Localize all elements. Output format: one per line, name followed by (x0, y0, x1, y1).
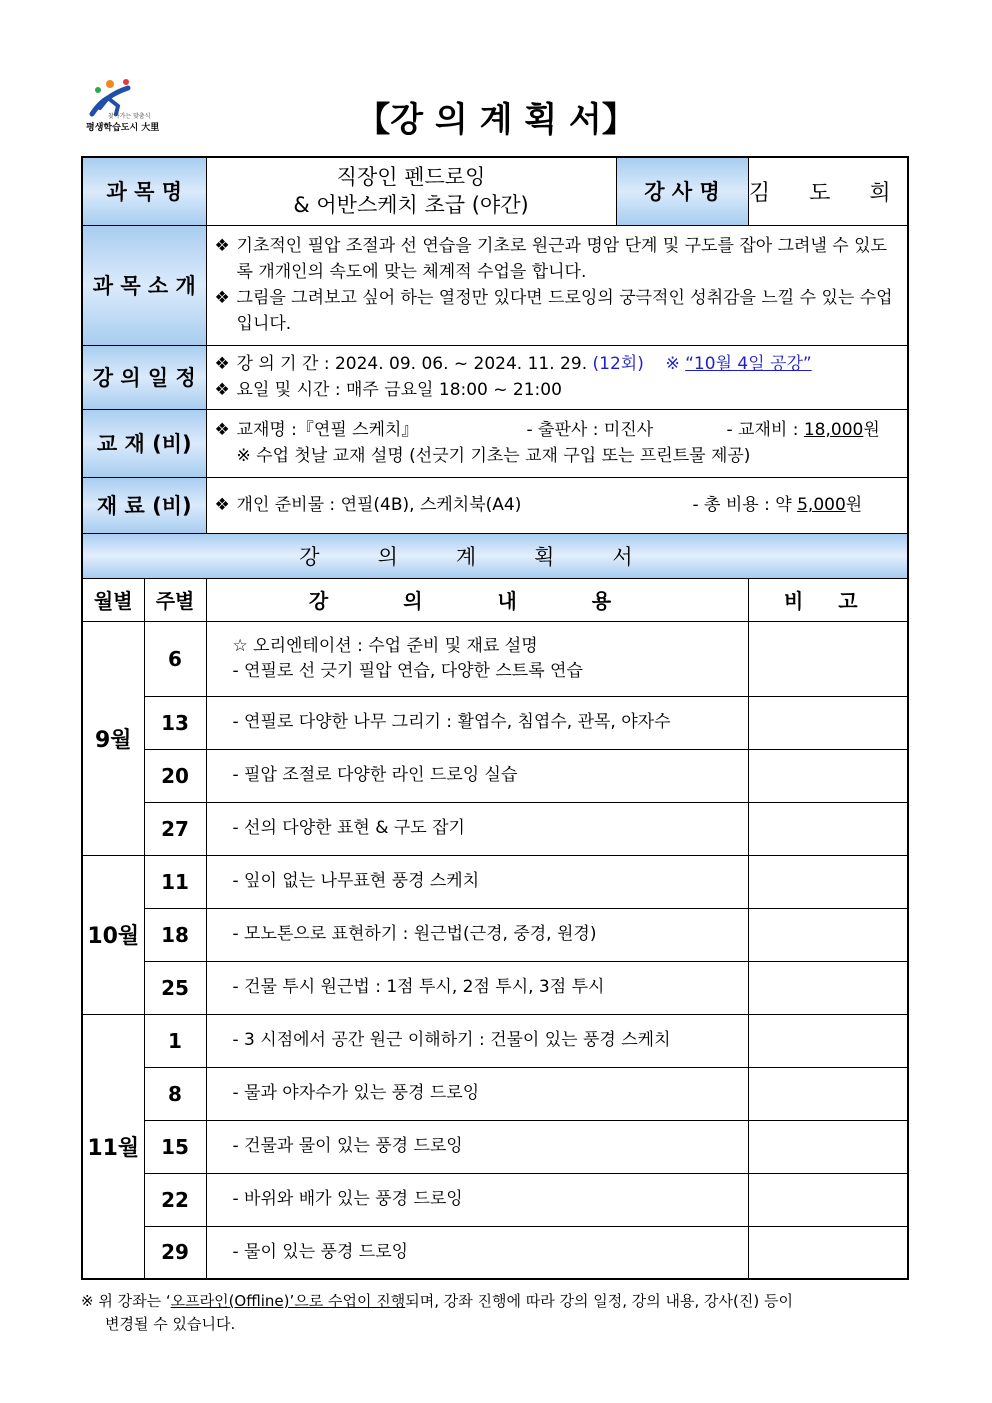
plan-rows (82, 621, 908, 1279)
footer-line2: 변경될 수 있습니다. (105, 1315, 236, 1333)
plan-row (82, 961, 908, 1014)
content-cell (206, 961, 748, 1014)
plan-row (82, 621, 908, 696)
period-note-mark: ※ (665, 354, 680, 374)
period-text: 강 의 기 간 : 2024. 09. 06. ~ 2024. 11. 29. (236, 354, 588, 374)
plan-row (82, 1120, 908, 1173)
material-items: 개인 준비물 : 연필(4B), 스케치북(A4) (236, 495, 522, 515)
course-name-line1: 직장인 펜드로잉 (336, 165, 486, 190)
content-line: - 모노톤으로 표현하기 : 원근법(근경, 중경, 원경) (232, 924, 597, 944)
plan-row (82, 1226, 908, 1279)
period-note: “10월 4일 공강” (685, 354, 812, 374)
textbook-content: ❖ 교재명 :『연필 스케치』 - 출판사 : 미진사 - 교재비 : 18,000 원 ※ 수업 첫날 교재 설명 (선긋기 기초는 교재 구입 또는 프린트물 제공) (206, 409, 908, 477)
note-cell (748, 1014, 908, 1067)
content-cell (206, 696, 748, 749)
content-cell (206, 1014, 748, 1067)
intro-label: 과 목 소 개 (82, 225, 206, 345)
note-cell (748, 749, 908, 802)
plan-row (82, 908, 908, 961)
content-cell (206, 621, 748, 696)
week-cell: 13 (144, 696, 206, 749)
instructor-name: 김 도 희 (748, 157, 908, 225)
time-line: 요일 및 시간 : 매주 금요일 18:00 ~ 21:00 (236, 380, 562, 400)
plan-row (82, 1014, 908, 1067)
note-cell (748, 696, 908, 749)
note-cell (748, 961, 908, 1014)
material-content: ❖ 개인 준비물 : 연필(4B), 스케치북(A4) - 총 비용 : 약 5,000 원 (206, 477, 908, 533)
week-cell: 27 (144, 802, 206, 855)
week-cell: 6 (144, 621, 206, 696)
note-cell (748, 1067, 908, 1120)
content-line: - 물과 야자수가 있는 풍경 드로잉 (232, 1083, 480, 1103)
content-cell (206, 855, 748, 908)
note-cell (748, 1120, 908, 1173)
week-cell: 15 (144, 1120, 206, 1173)
content-line: - 연필로 선 긋기 필압 연습, 다양한 스트록 연습 (232, 660, 583, 681)
plan-row (82, 1067, 908, 1120)
schedule-content: ❖ 강 의 기 간 : 2024. 09. 06. ~ 2024. 11. 29. (12회) ※ “10월 4일 공강” ❖ 요일 및 시간 : 매주 금요일 18:00 ~ 21:00 (206, 345, 908, 409)
content-cell (206, 802, 748, 855)
intro-item: ❖ 그림을 그려보고 싶어 하는 열정만 있다면 드로잉의 궁극적인 성취감을 느낄 수 있는 수업입니다. (214, 288, 893, 334)
col-week: 주별 (144, 578, 206, 621)
intro-item: ❖ 기초적인 필압 조절과 선 연습을 기초로 원근과 명암 단계 및 구도를 잡아 그려낼 수 있도록 개개인의 속도에 맞는 체계적 수업을 합니다. (214, 236, 887, 282)
note-cell (748, 621, 908, 696)
textbook-cost: 18,000 (803, 420, 864, 440)
col-month: 월별 (82, 578, 144, 621)
content-cell (206, 1173, 748, 1226)
week-cell: 22 (144, 1173, 206, 1226)
content-line: - 바위와 배가 있는 풍경 드로잉 (232, 1189, 463, 1209)
note-cell (748, 1226, 908, 1279)
content-line: - 잎이 없는 나무표현 풍경 스케치 (232, 871, 480, 891)
logo-tagline: 찾아가는 맞춤식 (108, 113, 151, 120)
content-cell (206, 1067, 748, 1120)
textbook-label: 교 재 (비) (82, 409, 206, 477)
content-line: - 건물 투시 원근법 : 1점 투시, 2점 투시, 3점 투시 (232, 977, 605, 997)
plan-row (82, 696, 908, 749)
col-note: 비 고 (748, 578, 908, 621)
content-cell (206, 1120, 748, 1173)
plan-row (82, 1173, 908, 1226)
content-cell (206, 1226, 748, 1279)
publisher: - 출판사 : 미진사 (526, 420, 654, 440)
plan-row (82, 749, 908, 802)
content-line: - 필압 조절로 다양한 라인 드로잉 실습 (232, 765, 518, 785)
week-cell: 25 (144, 961, 206, 1014)
content-line: - 물이 있는 풍경 드로잉 (232, 1241, 409, 1262)
note-cell (748, 1173, 908, 1226)
course-name-line2: & 어반스케치 초급 (야간) (293, 193, 529, 218)
plan-row (82, 802, 908, 855)
note-cell (748, 855, 908, 908)
week-cell: 18 (144, 908, 206, 961)
material-label: 재 료 (비) (82, 477, 206, 533)
course-name (206, 157, 616, 225)
month-cell: 9월 (82, 621, 144, 855)
plan-row (82, 855, 908, 908)
week-cell: 11 (144, 855, 206, 908)
intro-content (206, 225, 908, 345)
col-content: 강 의 내 용 (206, 578, 748, 621)
material-cost-label: - 총 비용 : 약 (692, 495, 792, 515)
week-cell: 29 (144, 1226, 206, 1279)
content-line: - 건물과 물이 있는 풍경 드로잉 (232, 1136, 463, 1156)
course-label: 과 목 명 (82, 157, 206, 225)
content-cell (206, 908, 748, 961)
week-cell: 8 (144, 1067, 206, 1120)
period-count: (12회) (592, 354, 644, 374)
content-line: ☆ 오리엔테이션 : 수업 준비 및 재료 설명 (232, 635, 538, 656)
textbook-note: ※ 수업 첫날 교재 설명 (선긋기 기초는 교재 구입 또는 프린트물 제공) (236, 446, 751, 466)
note-cell (748, 802, 908, 855)
instructor-label: 강 사 명 (616, 157, 748, 225)
month-cell: 10월 (82, 855, 144, 1014)
document-title: 【강 의 계 획 서】 (356, 100, 636, 140)
logo-org: 평생학습도시 大里 (86, 123, 160, 133)
note-cell (748, 908, 908, 961)
footer-underlined: 오프라인(Offline)’으로 수업이 진행 (170, 1292, 406, 1310)
footer-note: ※ 위 강좌는 ‘오프라인(Offline)’으로 수업이 진행되며, 강좌 진행에 따라 강의 일정, 강의 내용, 강사(진) 등이 변경될 수 있습니다. (81, 1290, 911, 1336)
material-cost: 5,000 (797, 495, 846, 515)
content-line: - 연필로 다양한 나무 그리기 : 활엽수, 침엽수, 관목, 야자수 (232, 712, 671, 732)
week-cell: 20 (144, 749, 206, 802)
content-cell (206, 749, 748, 802)
content-line: - 선의 다양한 표현 & 구도 잡기 (232, 818, 465, 838)
section-title: 강의계획서 (82, 533, 908, 578)
textbook-cost-label: - 교재비 : (726, 420, 799, 440)
week-cell: 1 (144, 1014, 206, 1067)
content-line: - 3 시점에서 공간 원근 이해하기 : 건물이 있는 풍경 스케치 (232, 1030, 671, 1050)
schedule-label: 강 의 일 정 (82, 345, 206, 409)
textbook-name: 교재명 :『연필 스케치』 (236, 420, 419, 440)
course-plan-table (81, 156, 909, 1280)
month-cell: 11월 (82, 1014, 144, 1279)
